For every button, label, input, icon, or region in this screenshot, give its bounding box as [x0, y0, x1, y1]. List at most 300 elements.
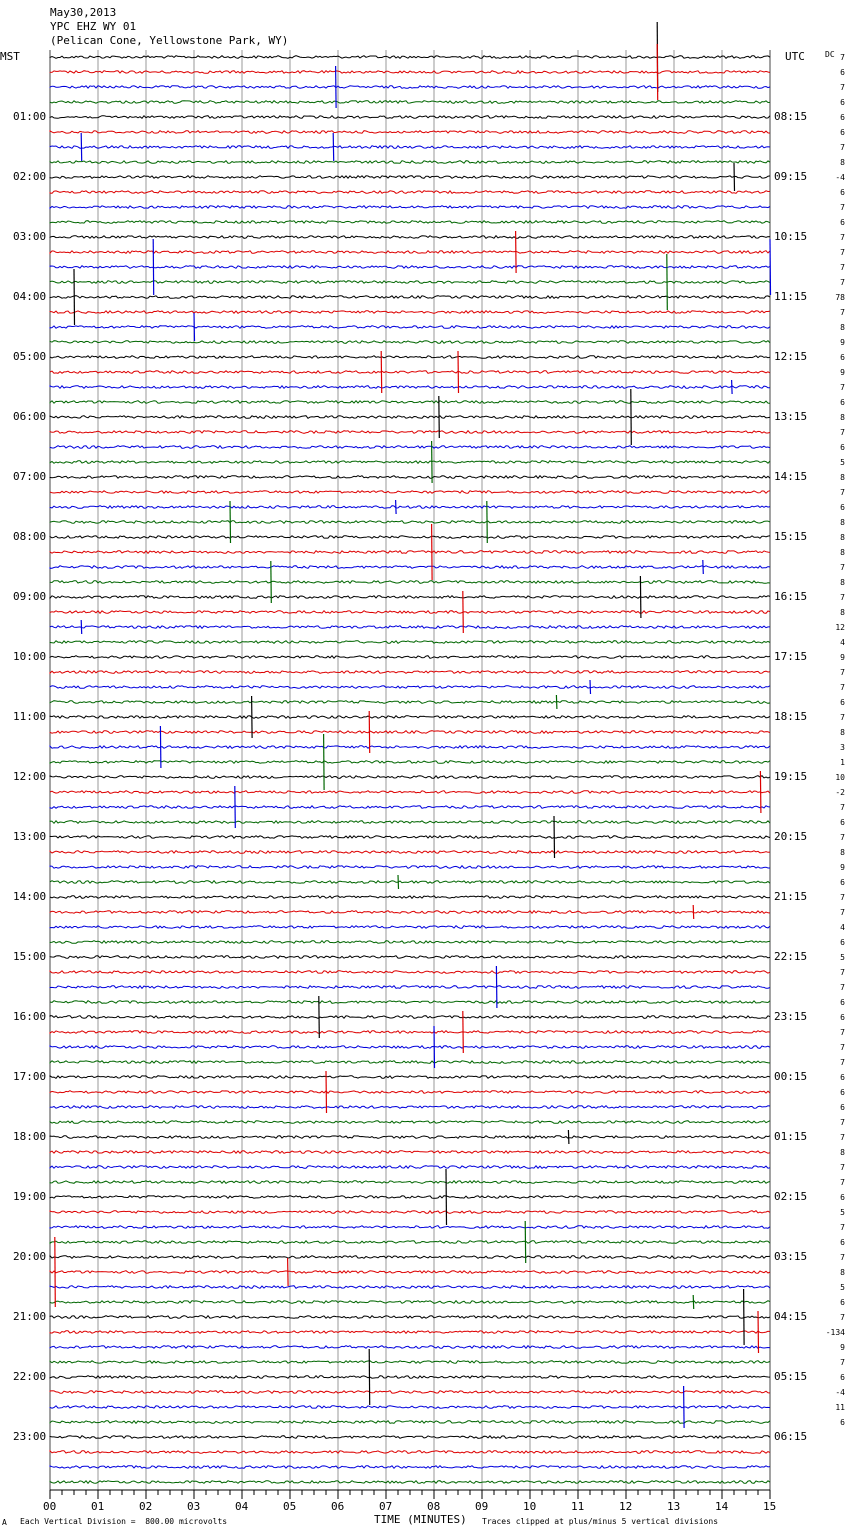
trace-row-87	[50, 1361, 770, 1364]
dc-offset-value: 8	[840, 413, 845, 422]
right-hour-label: 12:15	[774, 350, 808, 363]
dc-offset-value: 7	[840, 143, 845, 152]
trace-row-10	[50, 206, 770, 209]
left-hour-label: 08:00	[13, 530, 47, 543]
trace-row-72	[50, 1136, 770, 1139]
date-label: May30,2013	[50, 6, 117, 19]
dc-offset-value: 6	[840, 68, 845, 77]
trace-row-62	[50, 986, 770, 989]
dc-offset-value: 7	[840, 908, 845, 917]
left-hour-label: 06:00	[13, 410, 47, 423]
dc-offset-value: 7	[840, 1058, 845, 1067]
dc-offset-value: 6	[840, 98, 845, 107]
trace-row-93	[50, 1451, 770, 1454]
trace-row-61	[50, 971, 770, 974]
left-hour-label: 11:00	[13, 710, 47, 723]
trace-row-12	[50, 236, 770, 239]
dc-offset-value: 5	[840, 1283, 845, 1292]
spike-event	[369, 711, 370, 753]
right-timezone-label: UTC	[785, 50, 805, 63]
spike-event	[631, 389, 632, 445]
right-hour-label: 11:15	[774, 290, 808, 303]
left-hour-label: 01:00	[13, 110, 47, 123]
dc-offset-value: 8	[840, 578, 845, 587]
dc-offset-value: 7	[840, 278, 845, 287]
dc-offset-value: 7	[840, 263, 845, 272]
trace-row-52	[50, 836, 770, 839]
dc-offset-value: 9	[840, 368, 845, 377]
trace-row-79	[50, 1241, 770, 1244]
trace-row-31	[50, 521, 770, 524]
trace-row-44	[50, 716, 770, 719]
x-tick-label: 00	[43, 1500, 57, 1513]
trace-row-32	[50, 536, 770, 539]
right-hour-label: 20:15	[774, 830, 808, 843]
dc-offset-value: 7	[840, 683, 845, 692]
trace-row-68	[50, 1076, 770, 1079]
right-hour-label: 23:15	[774, 1010, 808, 1023]
left-hour-label: 23:00	[13, 1430, 47, 1443]
spike-event	[369, 1349, 370, 1405]
spike-event	[153, 239, 154, 295]
trace-row-23	[50, 401, 770, 404]
spike-event	[326, 1071, 327, 1113]
trace-row-16	[50, 296, 770, 299]
dc-offset-value: 8	[840, 518, 845, 527]
spike-event	[463, 1011, 464, 1053]
left-hour-label: 17:00	[13, 1070, 47, 1083]
spike-event	[734, 163, 735, 191]
spike-event	[554, 816, 555, 858]
trace-row-65	[50, 1031, 770, 1034]
trace-row-89	[50, 1391, 770, 1394]
left-hour-label: 05:00	[13, 350, 47, 363]
dc-offset-value: 7	[840, 1313, 845, 1322]
spike-event	[230, 501, 231, 543]
trace-row-7	[50, 161, 770, 164]
x-tick-label: 04	[235, 1500, 249, 1513]
x-tick-label: 11	[571, 1500, 585, 1513]
dc-offset-value: 6	[840, 113, 845, 122]
trace-row-59	[50, 941, 770, 944]
x-tick-label: 02	[139, 1500, 153, 1513]
dc-offset-value: 5	[840, 1208, 845, 1217]
dc-offset-value: 8	[840, 848, 845, 857]
trace-row-0	[50, 56, 770, 59]
trace-row-17	[50, 311, 770, 314]
spike-event	[667, 254, 668, 310]
trace-row-54	[50, 866, 770, 869]
dc-offset-value: 7	[840, 968, 845, 977]
dc-offset-value: 6	[840, 398, 845, 407]
dc-offset-value: 8	[840, 728, 845, 737]
trace-row-24	[50, 416, 770, 419]
spike-event	[760, 771, 761, 813]
trace-row-18	[50, 326, 770, 329]
trace-row-19	[50, 341, 770, 344]
x-tick-label: 07	[379, 1500, 393, 1513]
trace-row-86	[50, 1346, 770, 1349]
left-timezone-label: MST	[0, 50, 20, 63]
spike-event	[516, 231, 517, 273]
x-tick-label: 06	[331, 1500, 345, 1513]
dc-offset-value: 7	[840, 308, 845, 317]
right-hour-label: 15:15	[774, 530, 808, 543]
trace-row-22	[50, 386, 770, 389]
dc-offset-value: 8	[840, 158, 845, 167]
trace-row-70	[50, 1106, 770, 1109]
trace-row-3	[50, 101, 770, 104]
trace-row-92	[50, 1436, 770, 1439]
spike-event	[496, 966, 497, 1008]
dc-offset-value: 6	[840, 1088, 845, 1097]
trace-row-21	[50, 371, 770, 374]
dc-header-label: DC	[825, 50, 835, 59]
trace-row-69	[50, 1091, 770, 1094]
spike-event	[758, 1311, 759, 1353]
dc-offset-value: 7	[840, 488, 845, 497]
dc-offset-value: 6	[840, 443, 845, 452]
trace-row-20	[50, 356, 770, 359]
left-hour-label: 12:00	[13, 770, 47, 783]
dc-offset-value: 8	[840, 1268, 845, 1277]
trace-row-84	[50, 1316, 770, 1319]
spike-event	[568, 1130, 569, 1144]
dc-offset-value: 10	[835, 773, 845, 782]
trace-row-9	[50, 191, 770, 194]
right-hour-label: 22:15	[774, 950, 808, 963]
trace-row-88	[50, 1376, 770, 1379]
x-tick-label: 12	[619, 1500, 633, 1513]
spike-event	[81, 620, 82, 634]
trace-row-48	[50, 776, 770, 779]
dc-offset-value: 6	[840, 1193, 845, 1202]
trace-row-76	[50, 1196, 770, 1199]
trace-row-64	[50, 1016, 770, 1019]
scale-note: Each Vertical Division = 800.00 microvolts	[20, 1517, 228, 1526]
trace-row-74	[50, 1166, 770, 1169]
dc-offset-value: 7	[840, 1043, 845, 1052]
spike-event	[398, 875, 399, 889]
location-label: (Pelican Cone, Yellowstone Park, WY)	[50, 34, 289, 47]
dc-offset-value: 7	[840, 1118, 845, 1127]
right-hour-label: 03:15	[774, 1250, 808, 1263]
spike-event	[693, 905, 694, 919]
dc-offset-value: 6	[840, 218, 845, 227]
trace-row-67	[50, 1061, 770, 1064]
right-hour-label: 08:15	[774, 110, 808, 123]
right-hour-label: 01:15	[774, 1130, 808, 1143]
x-tick-label: 14	[715, 1500, 729, 1513]
dc-offset-value: 7	[840, 803, 845, 812]
dc-offset-value: 3	[840, 743, 845, 752]
dc-offset-value: 9	[840, 338, 845, 347]
spike-event	[319, 996, 320, 1038]
trace-row-41	[50, 671, 770, 674]
dc-offset-value: 4	[840, 638, 845, 647]
x-tick-label: 09	[475, 1500, 489, 1513]
left-hour-label: 04:00	[13, 290, 47, 303]
spike-event	[640, 576, 641, 618]
right-hour-label: 19:15	[774, 770, 808, 783]
dc-offset-value: 7	[840, 83, 845, 92]
trace-row-94	[50, 1466, 770, 1469]
spike-event	[55, 1237, 56, 1307]
spike-event	[434, 1026, 435, 1068]
trace-row-42	[50, 686, 770, 689]
spike-event	[446, 1169, 447, 1225]
left-hour-label: 20:00	[13, 1250, 47, 1263]
dc-offset-value: 6	[840, 1103, 845, 1112]
x-axis-label: TIME (MINUTES)	[374, 1513, 467, 1526]
left-hour-label: 16:00	[13, 1010, 47, 1023]
trace-row-66	[50, 1046, 770, 1049]
spike-event	[252, 696, 253, 738]
trace-row-78	[50, 1226, 770, 1229]
dc-offset-value: 11	[835, 1403, 845, 1412]
trace-row-33	[50, 551, 770, 554]
spike-event	[432, 441, 433, 483]
dc-offset-value: 8	[840, 323, 845, 332]
right-hour-label: 16:15	[774, 590, 808, 603]
dc-offset-value: 78	[835, 293, 845, 302]
spike-event	[81, 133, 82, 161]
dc-offset-value: 8	[840, 1148, 845, 1157]
trace-row-39	[50, 641, 770, 644]
trace-row-77	[50, 1211, 770, 1214]
dc-offset-value: 6	[840, 1238, 845, 1247]
dc-offset-value: 7	[840, 428, 845, 437]
spike-event	[693, 1295, 694, 1309]
left-hour-label: 19:00	[13, 1190, 47, 1203]
dc-offset-value: 7	[840, 1223, 845, 1232]
dc-offset-value: 9	[840, 653, 845, 662]
left-hour-label: 03:00	[13, 230, 47, 243]
x-tick-label: 08	[427, 1500, 441, 1513]
dc-offset-value: 6	[840, 1013, 845, 1022]
trace-row-46	[50, 746, 770, 749]
dc-offset-value: 7	[840, 833, 845, 842]
dc-offset-value: 6	[840, 1418, 845, 1427]
dc-offset-value: 6	[840, 1073, 845, 1082]
trace-row-82	[50, 1286, 770, 1289]
trace-row-29	[50, 491, 770, 494]
left-hour-label: 18:00	[13, 1130, 47, 1143]
trace-row-26	[50, 446, 770, 449]
trace-row-34	[50, 566, 770, 569]
dc-offset-value: 4	[840, 923, 845, 932]
dc-offset-value: 8	[840, 533, 845, 542]
footer-mark: A	[2, 1518, 7, 1527]
trace-row-51	[50, 821, 770, 824]
dc-offset-value: 7	[840, 1358, 845, 1367]
trace-row-40	[50, 656, 770, 659]
trace-row-36	[50, 596, 770, 599]
dc-offset-value: 6	[840, 1373, 845, 1382]
trace-row-27	[50, 461, 770, 464]
right-hour-label: 02:15	[774, 1190, 808, 1203]
left-hour-label: 21:00	[13, 1310, 47, 1323]
dc-offset-value: 7	[840, 1163, 845, 1172]
spike-event	[525, 1221, 526, 1263]
trace-row-60	[50, 956, 770, 959]
dc-offset-value: 6	[840, 353, 845, 362]
station-label: YPC EHZ WY 01	[50, 20, 137, 33]
trace-row-15	[50, 281, 770, 284]
dc-offset-value: 7	[840, 383, 845, 392]
trace-row-6	[50, 146, 770, 149]
trace-row-8	[50, 176, 770, 179]
spike-event	[657, 44, 658, 100]
trace-row-85	[50, 1331, 770, 1334]
spike-event	[288, 1258, 289, 1286]
right-hour-label: 09:15	[774, 170, 808, 183]
trace-row-14	[50, 266, 770, 269]
dc-offset-value: 6	[840, 128, 845, 137]
left-hour-label: 22:00	[13, 1370, 47, 1383]
spike-event	[271, 561, 272, 603]
spike-event	[324, 734, 325, 790]
trace-row-73	[50, 1151, 770, 1154]
dc-offset-value: 7	[840, 233, 845, 242]
dc-offset-value: 7	[840, 668, 845, 677]
spike-event	[235, 786, 236, 828]
trace-row-95	[50, 1481, 770, 1484]
dc-offset-value: 12	[835, 623, 845, 632]
right-hour-label: 13:15	[774, 410, 808, 423]
trace-row-35	[50, 581, 770, 584]
trace-row-38	[50, 626, 770, 629]
dc-offset-value: 6	[840, 938, 845, 947]
dc-offset-value: 7	[840, 1028, 845, 1037]
dc-offset-value: 7	[840, 593, 845, 602]
spike-event	[333, 133, 334, 161]
dc-offset-value: 7	[840, 983, 845, 992]
trace-row-11	[50, 221, 770, 224]
trace-row-91	[50, 1421, 770, 1424]
dc-offset-value: 6	[840, 998, 845, 1007]
spike-event	[590, 680, 591, 694]
dc-offset-value: 7	[840, 713, 845, 722]
trace-row-28	[50, 476, 770, 479]
x-tick-label: 13	[667, 1500, 681, 1513]
dc-offset-value: 7	[840, 248, 845, 257]
left-hour-label: 15:00	[13, 950, 47, 963]
dc-offset-value: 6	[840, 698, 845, 707]
dc-offset-value: 7	[840, 1253, 845, 1262]
spike-event	[463, 591, 464, 633]
trace-row-53	[50, 851, 770, 854]
dc-offset-value: 8	[840, 608, 845, 617]
dc-offset-value: 6	[840, 503, 845, 512]
dc-offset-value: 6	[840, 818, 845, 827]
right-hour-label: 17:15	[774, 650, 808, 663]
trace-row-83	[50, 1301, 770, 1304]
spike-event	[381, 351, 382, 393]
spike-event	[74, 269, 75, 325]
left-hour-label: 10:00	[13, 650, 47, 663]
right-hour-label: 05:15	[774, 1370, 808, 1383]
spike-event	[336, 66, 337, 108]
spike-event	[396, 500, 397, 514]
x-tick-label: 05	[283, 1500, 297, 1513]
spike-event	[744, 1289, 745, 1345]
dc-offset-value: 5	[840, 953, 845, 962]
right-hour-label: 21:15	[774, 890, 808, 903]
dc-offset-value: 8	[840, 548, 845, 557]
left-hour-label: 14:00	[13, 890, 47, 903]
trace-row-37	[50, 611, 770, 614]
dc-offset-value: -4	[835, 1388, 845, 1397]
trace-row-4	[50, 116, 770, 119]
right-hour-label: 14:15	[774, 470, 808, 483]
trace-row-75	[50, 1181, 770, 1184]
trace-row-2	[50, 86, 770, 89]
right-hour-label: 10:15	[774, 230, 808, 243]
spike-event	[432, 524, 433, 580]
trace-row-80	[50, 1256, 770, 1259]
trace-row-25	[50, 431, 770, 434]
dc-offset-value: 6	[840, 188, 845, 197]
right-hour-label: 04:15	[774, 1310, 808, 1323]
right-hour-label: 00:15	[774, 1070, 808, 1083]
trace-row-1	[50, 71, 770, 74]
trace-row-49	[50, 791, 770, 794]
dc-offset-value: -134	[825, 1328, 845, 1337]
spike-event	[439, 396, 440, 438]
spike-event	[487, 501, 488, 543]
trace-row-55	[50, 881, 770, 884]
x-tick-label: 15	[763, 1500, 777, 1513]
trace-row-45	[50, 731, 770, 734]
trace-row-63	[50, 1001, 770, 1004]
trace-row-56	[50, 896, 770, 899]
right-hour-label: 18:15	[774, 710, 808, 723]
dc-offset-value: 7	[840, 203, 845, 212]
left-hour-label: 02:00	[13, 170, 47, 183]
trace-row-57	[50, 911, 770, 914]
dc-offset-value: 9	[840, 863, 845, 872]
trace-row-50	[50, 806, 770, 809]
dc-offset-value: 8	[840, 473, 845, 482]
spike-event	[770, 239, 771, 295]
dc-offset-value: 7	[840, 1133, 845, 1142]
spike-event	[732, 380, 733, 394]
spike-event	[703, 560, 704, 574]
dc-offset-value: -4	[835, 173, 845, 182]
dc-offset-value: 9	[840, 1343, 845, 1352]
trace-row-5	[50, 131, 770, 134]
dc-offset-value: 7	[840, 893, 845, 902]
spike-event	[194, 313, 195, 341]
dc-offset-value: 7	[840, 53, 845, 62]
trace-row-58	[50, 926, 770, 929]
spike-event	[458, 351, 459, 393]
trace-row-90	[50, 1406, 770, 1409]
dc-offset-value: 7	[840, 1178, 845, 1187]
x-tick-label: 10	[523, 1500, 537, 1513]
dc-offset-value: 1	[840, 758, 845, 767]
clip-note: Traces clipped at plus/minus 5 vertical divisions	[482, 1517, 719, 1526]
trace-row-43	[50, 701, 770, 704]
trace-row-13	[50, 251, 770, 254]
left-hour-label: 13:00	[13, 830, 47, 843]
dc-offset-value: -2	[835, 788, 845, 797]
spike-event	[160, 726, 161, 768]
spike-event	[684, 1386, 685, 1428]
trace-row-81	[50, 1271, 770, 1274]
left-hour-label: 09:00	[13, 590, 47, 603]
